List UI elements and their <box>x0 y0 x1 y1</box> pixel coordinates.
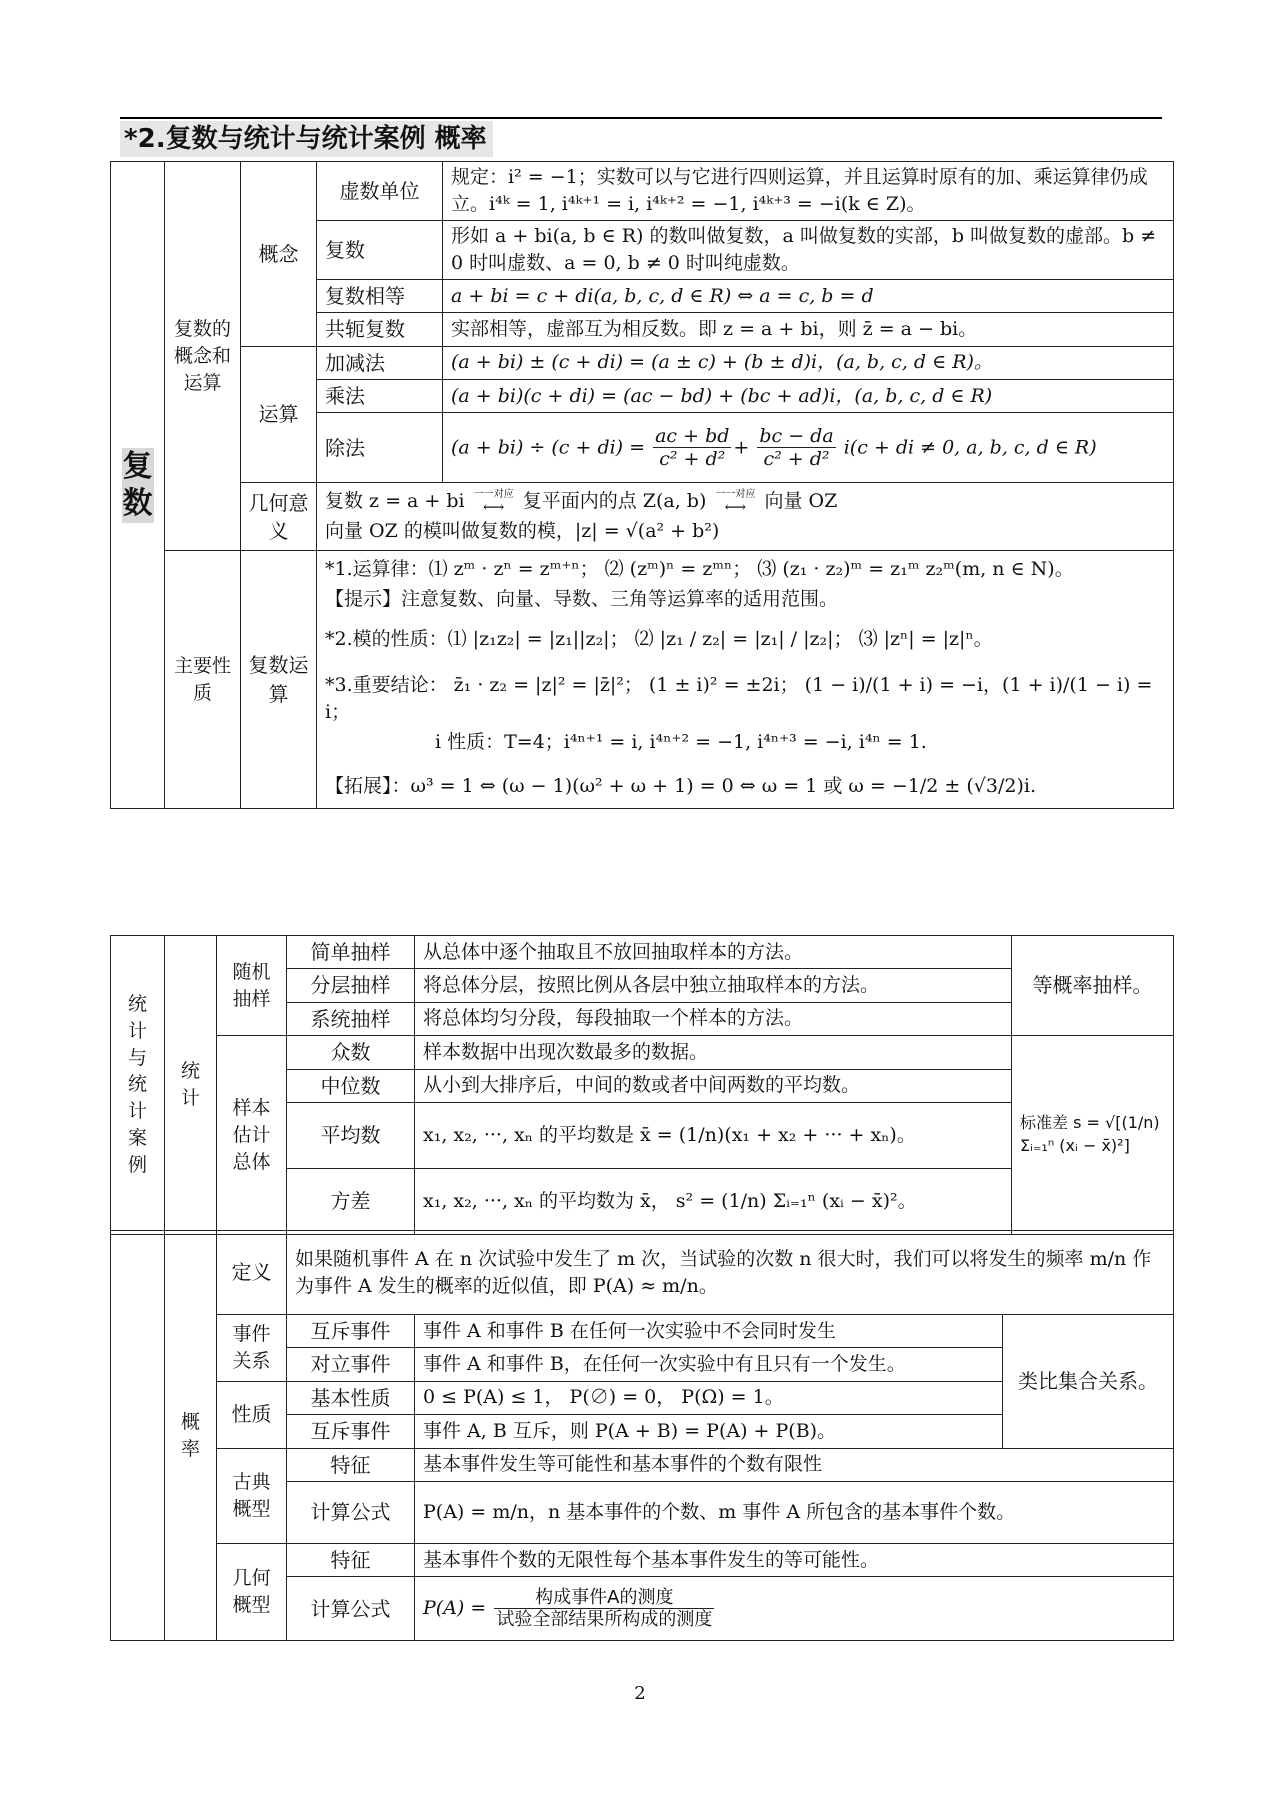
prop-rule-3-cell <box>317 661 1174 765</box>
geo-prob-label: 几何概型 <box>217 1543 287 1640</box>
div-frac-2 <box>757 425 835 472</box>
table-row <box>111 346 1174 379</box>
conj-label: 共轭复数 <box>317 313 443 346</box>
complex-label: 复数 <box>317 220 443 279</box>
prop-hint: 【提示】注意复数、向量、导数、三角等运算率的适用范围。 <box>325 588 839 611</box>
page-title: *2.复数与统计与统计案例 概率 <box>120 121 493 157</box>
operation-label: 运算 <box>241 346 317 483</box>
geo-formula-label: 计算公式 <box>287 1577 415 1641</box>
prop-rule-3b: i 性质：T=4；i⁴ⁿ⁺¹ = i, i⁴ⁿ⁺² = −1, i⁴ⁿ⁺³ = −i, i⁴ⁿ = 1. <box>435 731 927 754</box>
stat-label: 统计 <box>165 936 217 1235</box>
prop-rule-2: *2.模的性质：⑴ |z₁z₂| = |z₁||z₂|； ⑵ |z₁ / z₂| = |z₁| / |z₂|； ⑶ |zⁿ| = |z|ⁿ。 <box>317 618 1174 661</box>
geo-feat-label: 特征 <box>287 1543 415 1576</box>
simple-label: 简单抽样 <box>287 936 415 969</box>
opp-label: 对立事件 <box>287 1348 415 1381</box>
prop-rule-1: *1.运算律：⑴ zᵐ · zⁿ = zᵐ⁺ⁿ； ⑵ (zᵐ)ⁿ = zᵐⁿ； ⑶ (z₁ · z₂)ᵐ = z₁ᵐ z₂ᵐ(m, n ∈ N)。 <box>325 558 1074 581</box>
random-sampling-label: 随机抽样 <box>217 936 287 1036</box>
table-row <box>111 483 1174 551</box>
std-text: 标准差 s = √[(1/n) Σᵢ₌₁ⁿ (xᵢ − x̄)²] <box>1012 1036 1174 1235</box>
geo-formula <box>415 1577 1174 1641</box>
basic-text: 0 ≤ P(A) ≤ 1， P(∅) = 0， P(Ω) = 1。 <box>415 1381 1003 1414</box>
opp-text: 事件 A 和事件 B，在任何一次实验中有且只有一个发生。 <box>415 1348 1003 1381</box>
classic-formula: P(A) = m/n，n 基本事件的个数、m 事件 A 所包含的基本事件个数。 <box>415 1481 1174 1543</box>
div-num-1: ac + bd <box>655 424 730 447</box>
sys-text: 将总体均匀分段，每段抽取一个样本的方法。 <box>415 1002 1012 1035</box>
feat-label: 特征 <box>287 1448 415 1481</box>
table-row <box>111 1036 1174 1069</box>
def-text: 如果随机事件 A 在 n 次试验中发生了 m 次，当试验的次数 n 很大时，我们可以将发生的频率 m/n 作为事件 A 发生的概率的近似值，即 P(A) ≈ m/n。 <box>287 1231 1174 1315</box>
equal-prob-label: 等概率抽样。 <box>1012 936 1174 1036</box>
geo-formula-num: 构成事件A的测度 <box>494 1587 714 1610</box>
table-row <box>111 551 1174 618</box>
conj-text: 实部相等，虚部互为相反数。即 z = a + bi，则 z̄ = a − bi。 <box>443 313 1174 346</box>
div-frac-1 <box>653 425 731 472</box>
basic-label: 基本性质 <box>287 1381 415 1414</box>
geo-complex-z: 复数 z = a + bi <box>325 490 465 513</box>
div-label: 除法 <box>317 413 443 483</box>
geo-vector-oz: 向量 OZ <box>764 490 838 513</box>
prob-blank <box>111 1231 165 1641</box>
top-rule <box>120 117 1162 119</box>
prop-rule-3: *3.重要结论： z̄₁ · z₂ = |z|² = |z̄|²； (1 ± i)² = ±2i； (1 − i)/(1 + i) = −i，(1 + i)/(1 − i) = i； <box>325 674 1153 724</box>
concept-label: 概念 <box>241 162 317 347</box>
summary-table <box>110 161 1174 809</box>
div-tail: i(c + di ≠ 0, a, b, c, d ∈ R) <box>843 435 1097 458</box>
mode-text: 样本数据中出现次数最多的数据。 <box>415 1036 1012 1069</box>
geo-line1 <box>325 488 1165 515</box>
table-row <box>111 1231 1174 1315</box>
properties-group-label: 主要性质 <box>165 551 241 809</box>
mutex2-text: 事件 A, B 互斥，则 P(A + B) = P(A) + P(B)。 <box>415 1415 1003 1448</box>
table-row <box>111 1448 1174 1481</box>
def-label: 定义 <box>217 1231 287 1315</box>
set-analogy: 类比集合关系。 <box>1003 1315 1174 1449</box>
add-text: (a + bi) ± (c + di) = (a ± c) + (b ± d)i，(a, b, c, d ∈ R)。 <box>443 346 1174 379</box>
section-complex-label: 复数 <box>122 448 153 522</box>
equal-label: 复数相等 <box>317 279 443 312</box>
imag-unit-text: 规定：i² = −1；实数可以与它进行四则运算，并且运算时原有的加、乘运算律仍成立。i⁴ᵏ = 1, i⁴ᵏ⁺¹ = i, i⁴ᵏ⁺² = −1, i⁴ᵏ⁺³ = −i(k ∈ Z)。 <box>443 162 1174 221</box>
sys-label: 系统抽样 <box>287 1002 415 1035</box>
stats-table <box>110 935 1174 1235</box>
prop-label: 性质 <box>217 1381 287 1448</box>
mutex-label: 互斥事件 <box>287 1315 415 1348</box>
prob-label: 概率 <box>165 1231 217 1641</box>
geo-formula-frac <box>494 1587 714 1631</box>
complex-ops-label: 复数运算 <box>241 551 317 809</box>
double-arrow-icon: 一一对应 ⟷ <box>715 488 756 516</box>
div-den-2: c² + d² <box>763 448 830 471</box>
add-label: 加减法 <box>317 346 443 379</box>
concept-group-label: 复数的概念和运算 <box>165 162 241 551</box>
classic-feat: 基本事件发生等可能性和基本事件的个数有限性 <box>415 1448 1174 1481</box>
properties-rule-cell <box>317 551 1174 618</box>
stats-section-label: 统计与统计案例 <box>111 936 165 1235</box>
equal-text: a + bi = c + di(a, b, c, d ∈ R) ⇔ a = c, b = d <box>443 279 1174 312</box>
complex-text: 形如 a + bi(a, b ∈ R) 的数叫做复数，a 叫做复数的实部，b 叫做复数的虚部。b ≠ 0 时叫虚数、a = 0, b ≠ 0 时叫纯虚数。 <box>443 220 1174 279</box>
simple-text: 从总体中逐个抽取且不放回抽取样本的方法。 <box>415 936 1012 969</box>
div-formula: (a + bi) ÷ (c + di) = $\frac{ac + bd}{\text{c² + d²}}$ + $\frac{bc - da}{\text{c² + d²}}$ i(c + di ≠ 0, a, b, c, d ∈ R) <box>443 413 1174 483</box>
var-label: 方差 <box>287 1168 415 1234</box>
table-row <box>111 162 1174 221</box>
imag-unit-label: 虚数单位 <box>317 162 443 221</box>
table-row <box>111 1543 1174 1576</box>
div-lhs: (a + bi) ÷ (c + di) = <box>451 435 646 458</box>
geo-feat: 基本事件个数的无限性每个基本事件发生的等可能性。 <box>415 1543 1174 1576</box>
estimate-label: 样本估计总体 <box>217 1036 287 1235</box>
mul-text: (a + bi)(c + di) = (ac − bd) + (bc + ad)i，(a, b, c, d ∈ R) <box>443 380 1174 413</box>
prob-table <box>110 1230 1174 1641</box>
table-row <box>111 936 1174 969</box>
div-den-1: c² + d² <box>659 448 726 471</box>
double-arrow-icon: 一一对应 ⟷ <box>473 488 514 516</box>
page-number: 2 <box>634 1683 646 1704</box>
prop-extension: 【拓展】：ω³ = 1 ⇔ (ω − 1)(ω² + ω + 1) = 0 ⇔ ω = 1 或 ω = −1/2 ± (√3/2)i. <box>317 765 1174 808</box>
mean-label: 平均数 <box>287 1102 415 1168</box>
formula-label: 计算公式 <box>287 1481 415 1543</box>
geo-arrow-label-2: 一一对应 <box>715 488 756 500</box>
strat-text: 将总体分层，按照比例从各层中独立抽取样本的方法。 <box>415 969 1012 1002</box>
section-complex <box>111 162 165 809</box>
geometry-label: 几何意义 <box>241 483 317 551</box>
median-text: 从小到大排序后，中间的数或者中间两数的平均数。 <box>415 1069 1012 1102</box>
mutex2-label: 互斥事件 <box>287 1415 415 1448</box>
geo-line2: 向量 OZ 的模叫做复数的模，|z| = √(a² + b²) <box>325 520 720 543</box>
classic-label: 古典概型 <box>217 1448 287 1543</box>
var-text: x₁, x₂, ···, xₙ 的平均数为 x̄， s² = (1/n) Σᵢ₌₁ⁿ (xᵢ − x̄)²。 <box>415 1168 1012 1234</box>
geo-formula-lhs: P(A) = <box>423 1596 487 1619</box>
table-row <box>111 1315 1174 1348</box>
mode-label: 众数 <box>287 1036 415 1069</box>
geo-arrow-label-1: 一一对应 <box>473 488 514 500</box>
geo-formula-den: 试验全部结果所构成的测度 <box>496 1609 713 1631</box>
rel-label: 事件关系 <box>217 1315 287 1382</box>
div-num-2: bc − da <box>759 424 834 447</box>
mutex-text: 事件 A 和事件 B 在任何一次实验中不会同时发生 <box>415 1315 1003 1348</box>
mean-text: x₁, x₂, ···, xₙ 的平均数是 x̄ = (1/n)(x₁ + x₂ + ··· + xₙ)。 <box>415 1102 1012 1168</box>
median-label: 中位数 <box>287 1069 415 1102</box>
geo-point-z: 复平面内的点 Z(a, b) <box>522 490 707 513</box>
geometry-text <box>317 483 1174 551</box>
strat-label: 分层抽样 <box>287 969 415 1002</box>
mul-label: 乘法 <box>317 380 443 413</box>
